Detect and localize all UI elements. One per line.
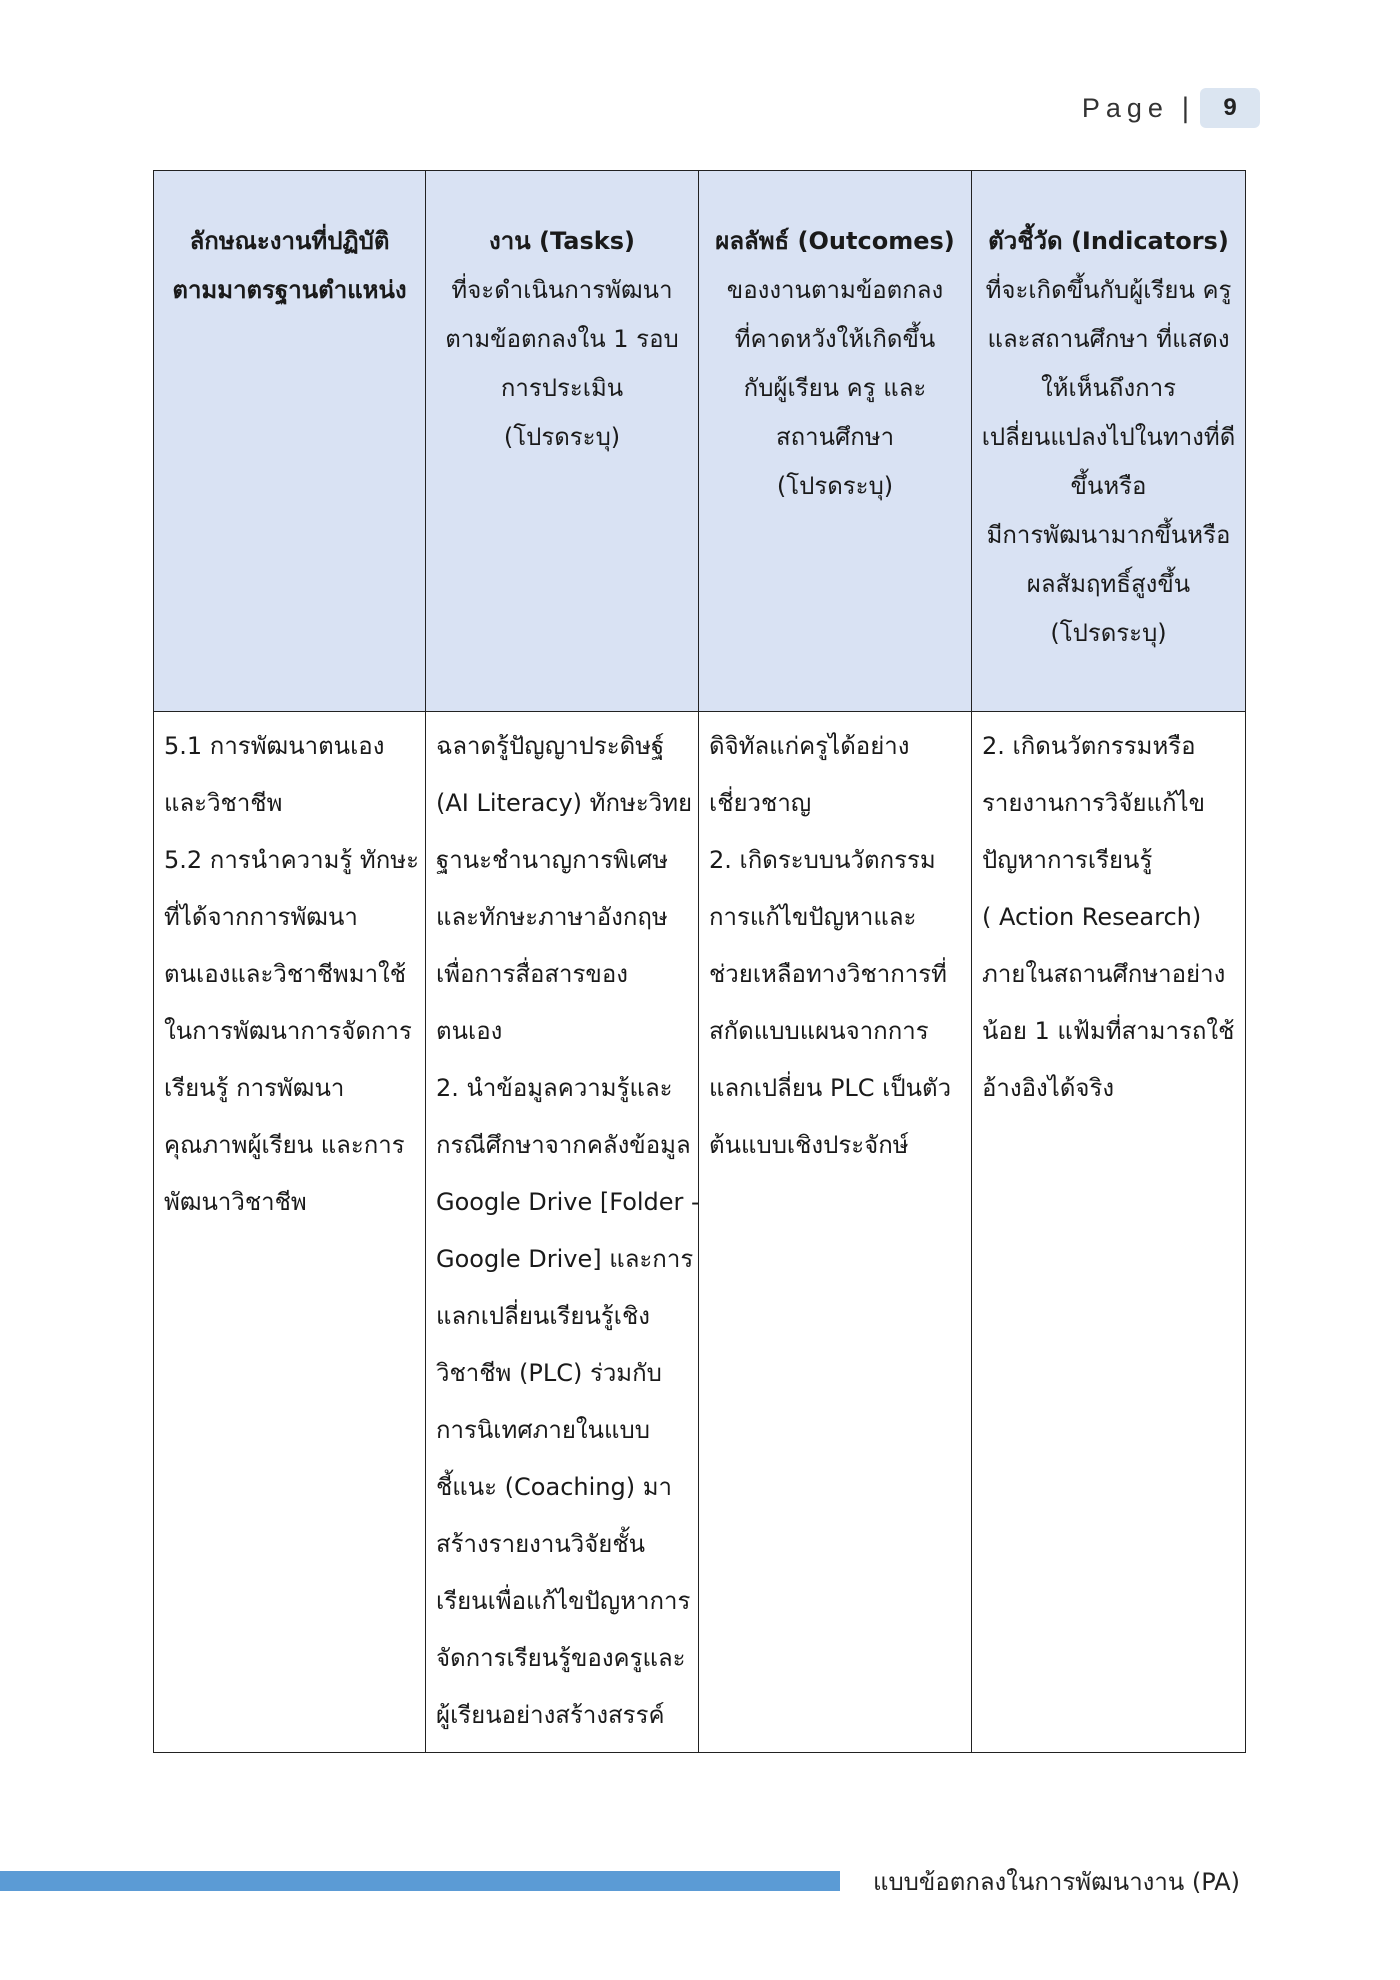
header-line: มีการพัฒนามากขึ้นหรือ: [986, 521, 1231, 549]
page-header: [1082, 88, 1260, 128]
cell-line: 5.2 การนำความรู้ ทักษะ: [164, 846, 419, 874]
cell-line: การแก้ไขปัญหาและ: [709, 903, 917, 931]
cell-line: แลกเปลี่ยน PLC เป็นตัว: [709, 1074, 952, 1102]
header-line: ผลสัมฤทธิ์สูงขึ้น: [1026, 570, 1191, 598]
cell-line: รายงานการวิจัยแก้ไข: [982, 789, 1206, 817]
cell-line: วิชาชีพ (PLC) ร่วมกับ: [436, 1359, 662, 1387]
header-line: ผลลัพธ์ (Outcomes): [715, 227, 955, 255]
cell-line: (AI Literacy) ทักษะวิทย: [436, 789, 693, 817]
cell-outcomes: [699, 712, 972, 1753]
header-line: ตัวชี้วัด (Indicators): [988, 227, 1229, 255]
cell-line: แลกเปลี่ยนเรียนรู้เชิง: [436, 1302, 650, 1330]
header-outcomes: [699, 171, 972, 712]
cell-line: 5.1 การพัฒนาตนเอง: [164, 732, 385, 760]
header-line: ขึ้นหรือ: [1070, 472, 1147, 500]
header-line: ลักษณะงานที่ปฏิบัติ: [189, 227, 390, 255]
cell-line: ดิจิทัลแก่ครูได้อย่าง: [709, 732, 910, 760]
cell-line: ตนเองและวิชาชีพมาใช้: [164, 960, 407, 988]
cell-line: เพื่อการสื่อสารของ: [436, 960, 628, 988]
cell-line: ฉลาดรู้ปัญญาประดิษฐ์: [436, 732, 665, 760]
header-line: กับผู้เรียน ครู และ: [743, 374, 927, 402]
cell-line: สกัดแบบแผนจากการ: [709, 1017, 929, 1045]
header-line: ที่จะดำเนินการพัฒนา: [451, 276, 673, 304]
header-tasks: [426, 171, 699, 712]
cell-line: ( Action Research): [982, 903, 1202, 931]
header-line: การประเมิน: [500, 374, 624, 402]
cell-line: ผู้เรียนอย่างสร้างสรรค์: [436, 1701, 665, 1729]
page-number: 9: [1200, 88, 1260, 128]
header-line: (โปรดระบุ): [776, 472, 894, 500]
page-separator: |: [1180, 92, 1190, 124]
header-line: ที่คาดหวังให้เกิดขึ้น: [734, 325, 936, 353]
header-line: ให้เห็นถึงการ: [1040, 374, 1177, 402]
cell-indicators: [972, 712, 1246, 1753]
cell-tasks: [426, 712, 699, 1753]
cell-line: และทักษะภาษาอังกฤษ: [436, 903, 668, 931]
header-line: ที่จะเกิดขึ้นกับผู้เรียน ครู: [985, 276, 1232, 304]
cell-line: ที่ได้จากการพัฒนา: [164, 903, 358, 931]
header-job-characteristics: [154, 171, 426, 712]
page-label: Page: [1081, 92, 1169, 123]
cell-line: การนิเทศภายในแบบ: [436, 1416, 650, 1444]
cell-line: เรียนรู้ การพัฒนา: [164, 1074, 345, 1102]
cell-line: คุณภาพผู้เรียน และการ: [164, 1131, 405, 1159]
cell-line: และวิชาชีพ: [164, 789, 283, 817]
cell-line: จัดการเรียนรู้ของครูและ: [436, 1644, 686, 1672]
cell-line: Google Drive [Folder -: [436, 1188, 700, 1216]
cell-line: เรียนเพื่อแก้ไขปัญหาการ: [436, 1587, 691, 1615]
cell-line: 2. นำข้อมูลความรู้และ: [436, 1074, 673, 1102]
cell-line: เชี่ยวชาญ: [709, 789, 812, 817]
header-line: (โปรดระบุ): [1050, 619, 1167, 647]
pa-agreement-table: [153, 170, 1246, 1753]
header-line: เปลี่ยนแปลงไปในทางที่ดี: [981, 423, 1236, 451]
header-line: (โปรดระบุ): [503, 423, 621, 451]
cell-line: ชี้แนะ (Coaching) มา: [436, 1473, 673, 1501]
cell-line: ฐานะชำนาญการพิเศษ: [436, 846, 669, 874]
cell-line: 2. เกิดนวัตกรรมหรือ: [982, 732, 1196, 760]
header-line: สถานศึกษา: [775, 423, 895, 451]
header-line: ตามข้อตกลงใน 1 รอบ: [445, 325, 679, 353]
cell-line: ตนเอง: [436, 1017, 503, 1045]
cell-line: อ้างอิงได้จริง: [982, 1074, 1115, 1102]
cell-line: พัฒนาวิชาชีพ: [164, 1188, 307, 1216]
cell-line: สร้างรายงานวิจัยชั้น: [436, 1530, 646, 1558]
cell-line: กรณีศึกษาจากคลังข้อมูล: [436, 1131, 691, 1159]
cell-line: ช่วยเหลือทางวิชาการที่: [709, 960, 947, 988]
cell-line: ต้นแบบเชิงประจักษ์: [709, 1131, 909, 1159]
header-line: งาน (Tasks): [489, 227, 635, 255]
header-line: ตามมาตรฐานตำแหน่ง: [172, 276, 407, 304]
cell-line: น้อย 1 แฟ้มที่สามารถใช้: [982, 1017, 1235, 1045]
cell-line: ปัญหาการเรียนรู้: [982, 846, 1153, 874]
footer-title: แบบข้อตกลงในการพัฒนางาน (PA): [872, 1868, 1240, 1896]
header-line: ของงานตามข้อตกลง: [726, 276, 944, 304]
cell-line: Google Drive] และการ: [436, 1245, 694, 1273]
header-line: และสถานศึกษา ที่แสดง: [987, 325, 1230, 353]
cell-line: 2. เกิดระบบนวัตกรรม: [709, 846, 936, 874]
table-header-row: [154, 171, 1246, 712]
table-row: [154, 712, 1246, 1753]
header-indicators: [972, 171, 1246, 712]
footer-accent-bar: [0, 1871, 840, 1891]
cell-line: ภายในสถานศึกษาอย่าง: [982, 960, 1226, 988]
cell-line: ในการพัฒนาการจัดการ: [164, 1017, 412, 1045]
cell-job-characteristics: [154, 712, 426, 1753]
